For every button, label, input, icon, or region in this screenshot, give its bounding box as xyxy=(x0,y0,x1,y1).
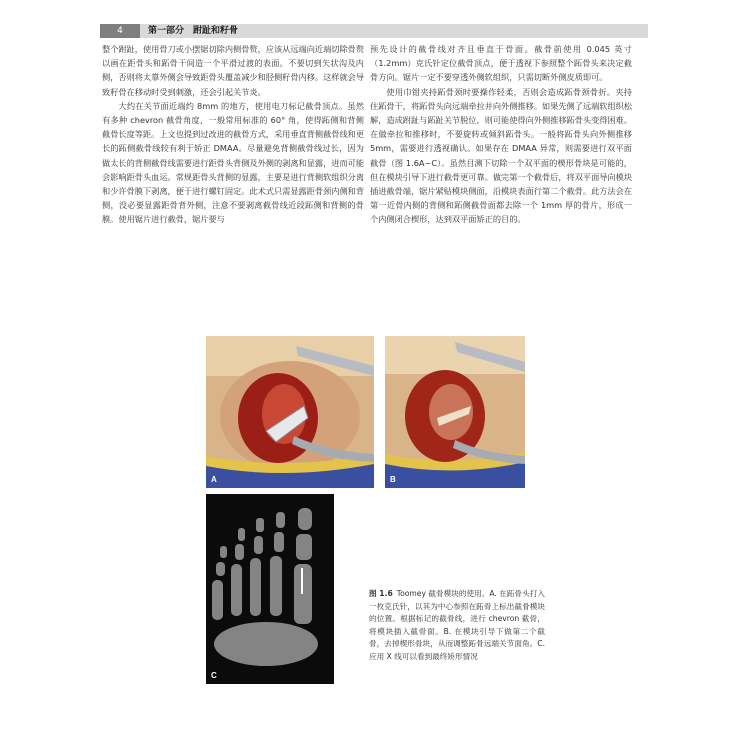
right-text-column xyxy=(370,42,632,227)
figure-panel-a-photo xyxy=(206,336,374,488)
left-text-column xyxy=(102,42,364,227)
page-number: 4 xyxy=(100,24,140,38)
figure-caption xyxy=(369,588,545,664)
paragraph: 大约在关节面近端约 8mm 的地方，使用电刀标记截骨顶点。虽然有多种 chevron 截骨角度，一般常用标准的 60° 角，使得跖侧和背侧截骨长度等距。上文也提到过改进的截骨方式，采用垂直背侧截骨线和更长的跖侧截骨线较有利于矫正 DMAA。尽量避免背侧截骨线过长，因为做太长的背侧截骨线需要进行距骨头背侧及外侧的剥离和显露，进而可能会影响距骨头血运。常规距骨头背侧的显露，主要是进行背侧软组织分离和少许骨膜下剥离，便于进行螺钉固定。此术式只需显露距骨颈内侧和背侧，没必要显露距骨背外侧，注意不要剥离截骨线近段跖侧和背侧的骨膜。使用锯片进行截骨，锯片要与 xyxy=(102,100,365,225)
panel-letter-a: A xyxy=(211,475,217,484)
figure-panel-c-xray xyxy=(206,494,334,684)
caption-label: 图 1.6 xyxy=(369,589,393,598)
caption-text: Toomey 截骨模块的使用。A. 在跖骨头打入一枚克氏针，以其为中心参照在跖骨上标出截骨模块的位置。根据标记的截骨线，进行 chevron 截骨，将模块插入截骨面。B. 在模块引导下做第二个截骨，去掉楔形骨块，从而调整跖骨远端关节面角。C. 应用 X 线可以看到最终矫形情况 xyxy=(369,589,545,661)
paragraph: 预先设计的截骨线对齐且垂直于骨面。截骨前使用 0.045 英寸（1.2mm）克氏针定位截骨顶点，便于透视下参照整个跖骨头来决定截骨方向。锯片一定不要穿透外侧软组织，只需切断外侧皮质即可。 xyxy=(370,44,632,83)
running-head: 第一部分 跗趾和籽骨 xyxy=(148,26,239,36)
figure-panel-b-photo xyxy=(385,336,525,488)
panel-letter-c: C xyxy=(211,671,217,680)
paragraph: 使用巾钳夹持跖骨颈时要操作轻柔，否则会造成跖骨颈骨折。夹持住跖骨干，将跖骨头向远端牵拉并向外侧推移。如果先侧了远端软组织松解，造成跗趾与跖趾关节脱位，则可能使得向外侧推移跖骨头变得困难。在做牵拉和推移时，不要旋转或倾斜跖骨头。一般将跖骨头向外侧推移 5mm，需要进行透视确认。如果存在 DMAA 异常，则需要进行双平面截骨（图 1.6A~C）。虽然目测下切除一个双平面的楔形骨块是可能的，但在模块引导下进行截骨更可靠。做完第一个截骨后，将双平面导向模块插进截骨端，锯片紧贴模块侧面，沿模块表面行第二个截骨。此方法会在第一近骨内侧的背侧和跖侧截骨面都去除一个 1mm 厚的骨片，形成一个内侧闭合楔形，达到双平面矫正的目的。 xyxy=(370,86,633,225)
panel-letter-b: B xyxy=(390,475,396,484)
paragraph: 整个跗趾，使用骨刀或小摆锯切除内侧骨赘，应该从远端向近端切除骨赘以画在距骨头和跖骨干间造一个平滑过渡的表面。不要切到矢状沟及内侧，否则将太靠外侧会导致距骨头覆盖减少和胫侧籽骨内移。这样就会导致籽骨在移动时受到刺激，还会引起关节炎。 xyxy=(102,44,365,97)
